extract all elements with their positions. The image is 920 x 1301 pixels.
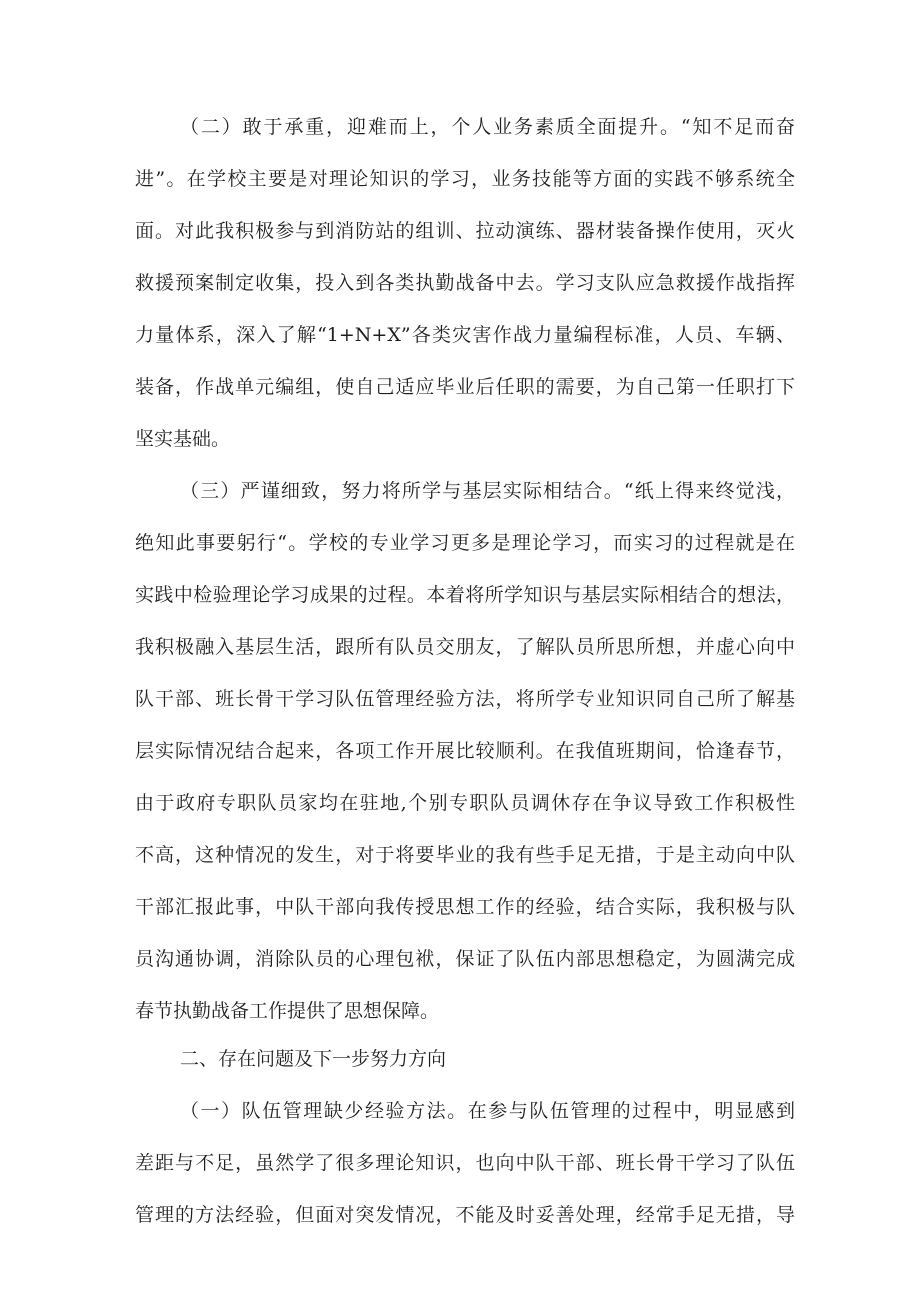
paragraph-line: 救援预案制定收集，投入到各类执勤战备中去。学习支队应急救援作战指挥 (135, 272, 795, 294)
paragraph-line: 绝知此事要躬行“。学校的专业学习更多是理论学习，而实习的过程就是在 (135, 532, 795, 554)
section-heading: 二、存在问题及下一步努力方向 (180, 1048, 447, 1070)
paragraph-line: 面。对此我积极参与到消防站的组训、拉动演练、器材装备操作使用，灭火 (135, 220, 795, 242)
paragraph-line: （三）严谨细致，努力将所学与基层实际相结合。“纸上得来终觉浅， (180, 480, 795, 502)
paragraph-line: 装备，作战单元编组，使自己适应毕业后任职的需要，为自己第一任职打下 (135, 376, 795, 398)
paragraph-line: （一）队伍管理缺少经验方法。在参与队伍管理的过程中，明显感到 (180, 1100, 795, 1122)
paragraph-line: 坚实基础。 (135, 428, 231, 450)
paragraph-line: 干部汇报此事，中队干部向我传授思想工作的经验，结合实际，我积极与队 (135, 896, 795, 918)
paragraph-line: 力量体系，深入了解“1+N+X”各类灾害作战力量编程标准，人员、车辆、 (135, 324, 795, 346)
paragraph-line: 进”。在学校主要是对理论知识的学习，业务技能等方面的实践不够系统全 (135, 168, 795, 190)
paragraph-line: 实践中检验理论学习成果的过程。本着将所学知识与基层实际相结合的想法， (135, 584, 795, 606)
paragraph-line: 员沟通协调，消除队员的心理包袱，保证了队伍内部思想稳定，为圆满完成 (135, 948, 795, 970)
paragraph-line: 由于政府专职队员家均在驻地,个别专职队员调休存在争议导致工作积极性 (135, 792, 795, 814)
paragraph-line: （二）敢于承重，迎难而上，个人业务素质全面提升。“知不足而奋 (180, 116, 795, 138)
paragraph-line: 管理的方法经验，但面对突发情况，不能及时妥善处理，经常手足无措，导 (135, 1204, 795, 1226)
paragraph-line: 春节执勤战备工作提供了思想保障。 (135, 1000, 440, 1022)
paragraph-line: 层实际情况结合起来，各项工作开展比较顺利。在我值班期间，恰逢春节， (135, 740, 795, 762)
paragraph-line: 差距与不足，虽然学了很多理论知识，也向中队干部、班长骨干学习了队伍 (135, 1152, 795, 1174)
paragraph-line: 队干部、班长骨干学习队伍管理经验方法，将所学专业知识同自己所了解基 (135, 688, 795, 710)
paragraph-line: 不高，这种情况的发生，对于将要毕业的我有些手足无措，于是主动向中队 (135, 844, 795, 866)
paragraph-line: 我积极融入基层生活，跟所有队员交朋友，了解队员所思所想，并虚心向中 (135, 636, 795, 658)
